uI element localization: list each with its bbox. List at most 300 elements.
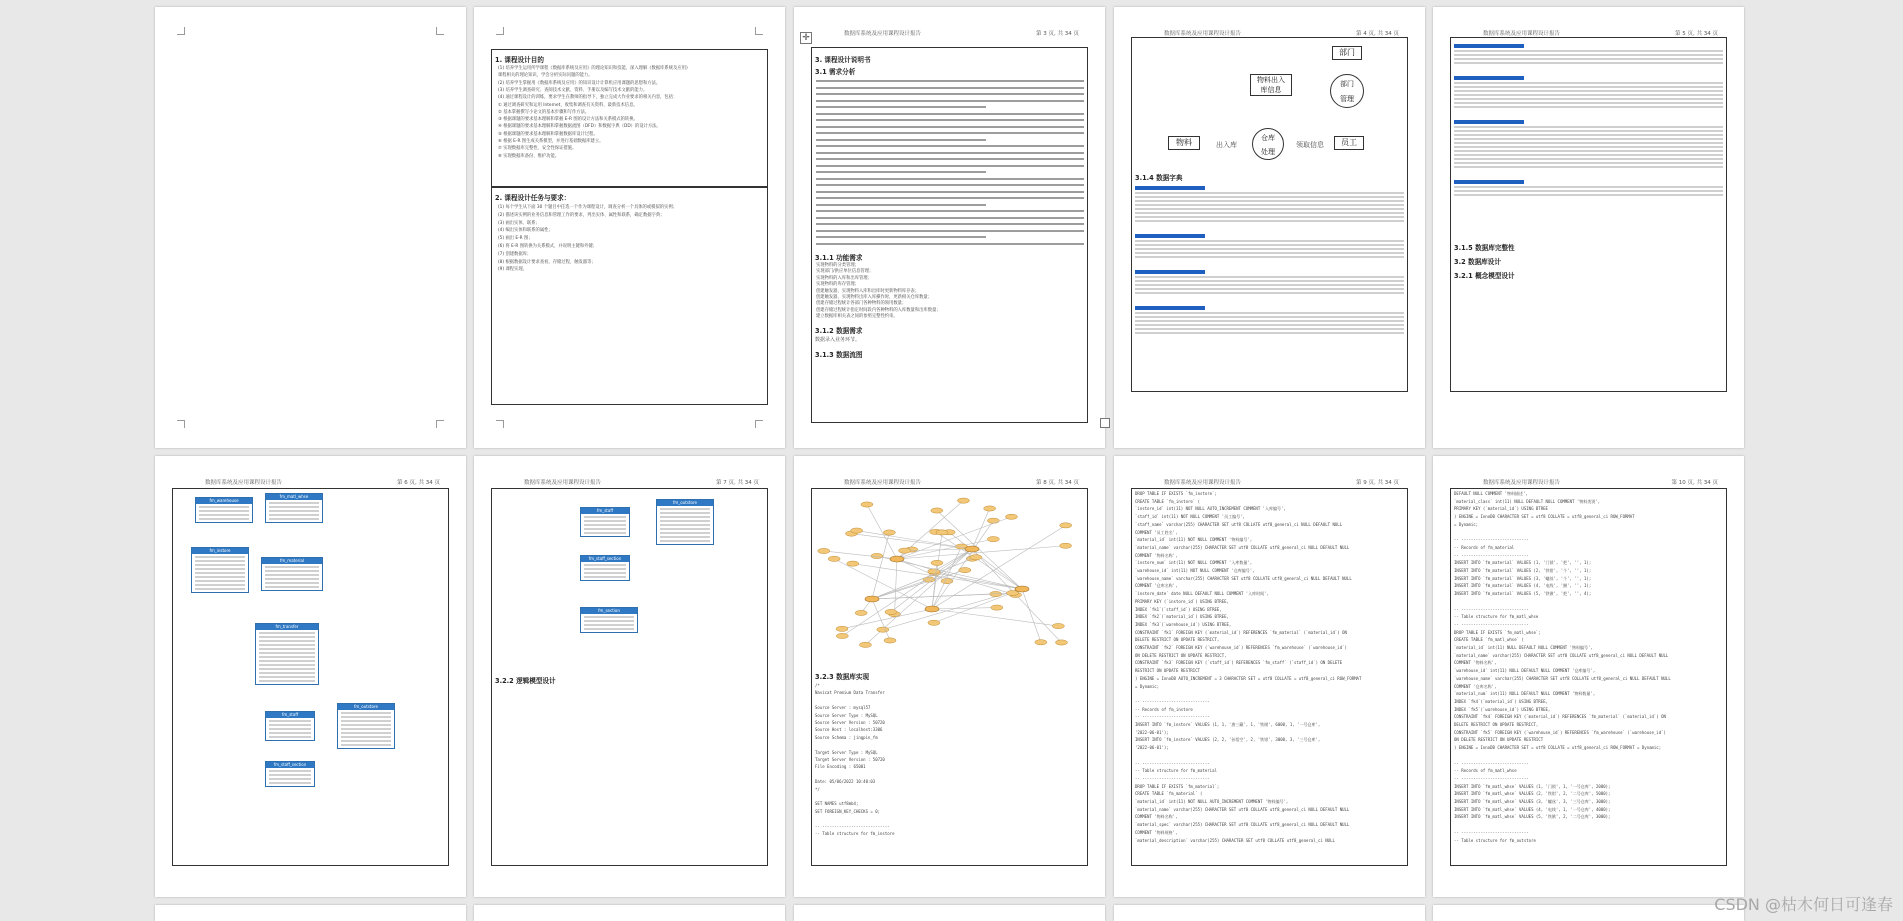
er-field [259, 632, 315, 634]
er-field [660, 536, 710, 538]
data-dict-table [1454, 76, 1723, 110]
graph-hub [865, 596, 879, 602]
text-line [816, 171, 986, 173]
text-line: `material_name` varchar(255) CHARACTER SET utf8 COLLATE utf8_general_ci NULL DEFAULT NULL [1135, 544, 1350, 550]
graph-node [883, 530, 895, 535]
text-line: CONSTRAINT `fk1` FOREIGN KEY (`material_id`) REFERENCES `fm_material` (`material_id`) ON [1135, 629, 1347, 635]
dfd-receive-label: 领取信息 [1296, 141, 1324, 149]
er-field [265, 578, 319, 580]
page-3[interactable] [794, 7, 1105, 448]
page-6[interactable] [155, 456, 466, 897]
text-line: */ [815, 786, 820, 792]
text-line: (3) 画出实体、联系； [498, 220, 540, 226]
text-line: COMMENT '物料名称', [1135, 814, 1178, 820]
text-line: (4) 编出实体和联系的属性； [498, 228, 553, 234]
key-row-highlight [1135, 234, 1205, 238]
text-line [816, 217, 1084, 219]
er-table-staff-section [580, 555, 630, 581]
er-field [584, 572, 626, 574]
key-row-highlight [1454, 44, 1524, 48]
text-line: (1) 每个学生从下面 30 个题目中任选一个作为课程设计，调查分析一个具体的或模拟的实例； [498, 205, 677, 210]
page-4[interactable] [1114, 7, 1425, 448]
text-line: -- Table structure for fm_material [1135, 768, 1217, 774]
content-frame [811, 47, 1088, 423]
table-resize-handle-icon[interactable] [1100, 418, 1110, 428]
text-line: (9) 课程实现。 [498, 267, 527, 273]
text-line: Source Server Type : MySQL [815, 712, 878, 718]
er-field [660, 532, 710, 534]
text-line: CREATE TABLE `fm_instore` ( [1135, 498, 1201, 504]
text-line: ) ENGINE = InnoDB CHARACTER SET = utf8 COLLATE = utf8_general_ci ROW_FORMAT [1454, 514, 1635, 520]
graph-node [1005, 514, 1017, 519]
text-line: 实现物料的入库和出库管理； [816, 275, 872, 281]
running-header: 数据库系统及应用课程设计报告 第 10 页, 共 34 页 [1483, 480, 1718, 486]
table-row [1135, 220, 1404, 222]
er-table-title: fm_warehouse [196, 498, 252, 504]
text-line: -- ---------------------------- [1135, 760, 1210, 766]
er-field [259, 664, 315, 666]
er-field [584, 616, 634, 618]
er-table-title: fm_staff [581, 508, 629, 514]
content-frame [1131, 37, 1408, 392]
key-row-highlight [1135, 270, 1205, 274]
data-dict-table [1135, 234, 1404, 260]
crop-mark [177, 27, 185, 35]
text-line: COMMENT '仓库名称', [1454, 683, 1497, 689]
graph-node [847, 561, 859, 566]
text-line: `warehouse_name` varchar(255) CHARACTER SET utf8 COLLATE utf8_general_ci NULL DEFAULT NULL [1135, 575, 1352, 581]
section2-title: 2. 课程设计任务与要求： [495, 194, 571, 202]
table-row [1135, 276, 1404, 278]
table-row [1454, 98, 1723, 100]
table-row [1135, 328, 1404, 330]
er-field [199, 510, 249, 512]
er-field [341, 736, 391, 738]
er-table-title: fm_section [581, 608, 637, 614]
er-frame [172, 488, 449, 866]
er-field [341, 744, 391, 746]
text-line: 创建触发器，实现物料出库入库操作时，更新相关仓库数量； [816, 295, 933, 300]
text-line: INDEX `fk1`(`staff_id`) USING BTREE, [1135, 606, 1222, 612]
graph-edge [872, 533, 889, 599]
table-row [1135, 292, 1404, 294]
text-line: Source Server Version : 50720 [815, 720, 885, 725]
text-line: ② 基本掌握撰写小论文的基本步骤和写作方法。 [498, 109, 590, 115]
er-field [660, 540, 710, 542]
er-table-title: fm_material [262, 558, 322, 564]
table-row [1135, 284, 1404, 286]
text-line: = Dynamic; [1454, 521, 1479, 527]
text-line: -- ---------------------------- [1135, 698, 1210, 704]
text-line: `material_id` int(11) NOT NULL COMMENT '物料编号', [1135, 537, 1253, 543]
content-frame [1450, 488, 1727, 866]
text-line: COMMENT '员工姓名', [1135, 529, 1178, 535]
er-table-matl-whse [265, 493, 323, 523]
er-table-transfer [255, 623, 319, 685]
text-line: Source Host : localhost:3306 [815, 727, 883, 733]
watermark: CSDN @枯木何日可逢春 [1714, 895, 1893, 914]
text-line: DROP TABLE IF EXISTS `fm_material`; [1135, 783, 1220, 789]
text-line: -- ---------------------------- [1454, 621, 1529, 627]
text-line [816, 145, 1084, 147]
er-field [660, 528, 710, 530]
er-field [584, 516, 626, 518]
section3-title: 3. 课程设计说明书 [815, 56, 871, 64]
page-number: 第 4 页, 共 34 页 [1356, 31, 1399, 37]
er-table-title: fm_instore [192, 548, 248, 554]
text-line: 创建触发器，实现物料入库和出库时更新物料库存表； [816, 288, 920, 294]
graph-node [877, 627, 889, 632]
er-field [259, 636, 315, 638]
er-table-outstore [656, 499, 714, 545]
table-row [1454, 106, 1723, 108]
running-header: 数据库系统及应用课程设计报告 第 5 页, 共 34 页 [1483, 31, 1718, 37]
table-row [1454, 194, 1723, 196]
er-table-staff [265, 711, 315, 741]
er-table-staff [580, 507, 630, 537]
er-field [269, 728, 311, 730]
er-table-title: fm_staff_section [581, 556, 629, 562]
running-header: 数据库系统及应用课程设计报告 第 3 页, 共 34 页 [844, 31, 1079, 37]
text-line [816, 152, 1084, 154]
graph-node [987, 518, 999, 523]
er-field [584, 576, 626, 578]
text-line: INSERT INTO `fm_matl_whse` VALUES (2, '铁钳', 2, '二号仓库', 5000); [1454, 791, 1611, 797]
table-row [1454, 134, 1723, 136]
text-line: RESTRICT ON UPDATE RESTRICT [1135, 668, 1201, 674]
table-row [1135, 248, 1404, 250]
graph-node [884, 638, 896, 643]
text-line: ① 通过调查研究和运用 Internet，收集和调查有关资料、最新技术信息。 [498, 102, 638, 108]
er-table-warehouse [195, 497, 253, 523]
text-line: 创建存储过程统计各部门各种物料的领用数量； [816, 301, 907, 307]
page-14[interactable] [1114, 905, 1425, 921]
text-line: INSERT INTO `fm_instore` VALUES (2, 2, '孙悟空', 2, '铁钳', 3000, 3, '三号仓库', [1135, 737, 1321, 743]
text-line: CONSTRAINT `fk4` FOREIGN KEY (`material_id`) REFERENCES `fm_material` (`material_id`) ON [1454, 714, 1666, 720]
er-field [265, 586, 319, 588]
er-field [660, 524, 710, 526]
er-field [341, 728, 391, 730]
er-table-outstore [337, 703, 395, 749]
table-row [1454, 154, 1723, 156]
text-line: (6) 将 E-R 图转换为关系模式，并说明主键和外键； [498, 244, 598, 249]
er-field [341, 712, 391, 714]
text-line: -- ---------------------------- [1454, 760, 1529, 766]
er-field [269, 506, 319, 508]
er-table-title: fm_matl_whse [266, 494, 322, 500]
text-line: `instore_id` int(11) NOT NULL AUTO_INCREMENT COMMENT '入库编号', [1135, 506, 1286, 512]
dfd-material: 物料 [1168, 136, 1200, 150]
page-13[interactable] [794, 905, 1105, 921]
text-line [816, 119, 1084, 121]
text-line: Source Server : mysql57 [815, 705, 871, 711]
text-line: Source Schema : jingpin_fm [815, 734, 878, 740]
table-row [1135, 316, 1404, 318]
text-line: COMMENT '物料规格', [1135, 829, 1178, 835]
table-row [1454, 54, 1723, 56]
table-row [1454, 62, 1723, 64]
text-line: /* [815, 683, 820, 688]
text-line: `staff_id` int(11) NOT NULL COMMENT '员工编号', [1135, 514, 1245, 520]
text-line: 实现部门/供应单位信息管理； [816, 269, 874, 275]
text-line [816, 132, 1084, 134]
table-row [1135, 280, 1404, 282]
text-line: CREATE TABLE `fm_matl_whse` ( [1454, 637, 1524, 643]
er-field [199, 506, 249, 508]
text-line: PRIMARY KEY (`material_id`) USING BTREE [1454, 506, 1548, 512]
text-line: DROP TABLE IF EXISTS `fm_matl_whse`; [1454, 629, 1541, 635]
crop-mark [436, 420, 444, 428]
er-frame [491, 488, 768, 866]
text-line: -- ---------------------------- [1135, 775, 1210, 781]
page-10[interactable] [1433, 456, 1744, 897]
er-field [660, 512, 710, 514]
content-frame [1450, 37, 1727, 392]
page-15[interactable] [1433, 905, 1744, 921]
text-line: INDEX `fk4`(`material_id`) USING BTREE, [1454, 698, 1548, 704]
table-row [1135, 332, 1404, 334]
text-line: INSERT INTO `fm_material` VALUES (4, '电线', '捆', '', 1); [1454, 583, 1592, 589]
er-field [584, 628, 634, 630]
er-field [195, 564, 245, 566]
table-row [1454, 90, 1723, 92]
er-field [195, 588, 245, 590]
key-row-highlight [1454, 120, 1524, 124]
text-line: INSERT INTO `fm_matl_whse` VALUES (5, '铁锹', 2, '二号仓库', 3000); [1454, 814, 1611, 820]
er-field [269, 732, 311, 734]
text-line: ⑤ 根据课题的要求基本理解和掌握数据库设计过程。 [498, 131, 598, 137]
text-line: ⑥ 根据 E-R 图生成关系模型，并进行基础数据库建立。 [498, 139, 604, 144]
graph-edge [834, 559, 932, 609]
page-11[interactable] [155, 905, 466, 921]
page-9[interactable] [1114, 456, 1425, 897]
data-req-title: 3.1.2 数据需求 [815, 327, 863, 335]
text-line: `warehouse_name` varchar(255) CHARACTER SET utf8 COLLATE utf8_general_ci NULL DEFAULT NULL [1454, 675, 1671, 681]
er-field [269, 510, 319, 512]
graph-hub [890, 556, 904, 562]
text-line: `material_id` int(11) NULL DEFAULT NULL COMMENT '物料编号', [1454, 645, 1593, 650]
page-12[interactable] [474, 905, 785, 921]
text-line [816, 223, 1084, 225]
table-row [1454, 186, 1723, 188]
er-field [341, 724, 391, 726]
text-line: (3) 培养学生调查研究、查阅技术文献、资料、手册以及编写技术文献的能力。 [498, 87, 648, 93]
text-line: `warehouse_id` int(11) NULL DEFAULT NULL COMMENT '仓库编号', [1454, 668, 1596, 674]
table-row [1135, 212, 1404, 214]
er-field [195, 568, 245, 570]
data-req-text: 数据录入业务环节。 [815, 337, 861, 343]
er-field [341, 716, 391, 718]
page-8[interactable] [794, 456, 1105, 897]
text-line: INDEX `fk2`(`material_id`) USING BTREE, [1135, 614, 1229, 620]
er-field [341, 740, 391, 742]
data-dict-table [1135, 270, 1404, 296]
text-line: CREATE TABLE `fm_material` ( [1135, 791, 1203, 797]
text-line [816, 158, 1084, 160]
text-line [816, 204, 986, 206]
key-row-highlight [1454, 180, 1524, 184]
er-field [269, 778, 311, 780]
text-line: ) ENGINE = InnoDB CHARACTER SET = utf8 COLLATE = utf8_general_ci ROW_FORMAT = Dynamic; [1454, 745, 1662, 751]
text-line: Date: 05/06/2022 10:40:03 [815, 779, 876, 785]
text-line: 课程相关的理论知识，学会分析实际问题的能力。 [498, 73, 593, 79]
er-field [195, 576, 245, 578]
graph-hub [1015, 586, 1029, 592]
text-line: (4) 通过课程设计的训练，要求学生在教师的指导下，独立完成大作业要求的相关内容，包括： [498, 95, 678, 101]
text-line: PRIMARY KEY (`instore_id`) USING BTREE, [1135, 598, 1229, 604]
er-field [195, 560, 245, 562]
er-field [259, 648, 315, 650]
text-line: -- Table structure for fm_outstore [1454, 837, 1536, 843]
page-2[interactable] [474, 7, 785, 448]
er-field [584, 528, 626, 530]
data-dict-title: 3.1.4 数据字典 [1135, 174, 1183, 182]
page-5[interactable] [1433, 7, 1744, 448]
integrity-title: 3.1.5 数据库完整性 [1454, 244, 1515, 252]
er-field [584, 532, 626, 534]
text-line [816, 80, 1084, 82]
text-line: `instore_date` date NULL DEFAULT NULL COMMENT '入库时间', [1135, 591, 1270, 597]
er-field [584, 564, 626, 566]
graph-node [859, 642, 871, 647]
concept-model-title: 3.2.1 概念模型设计 [1454, 272, 1515, 280]
running-header: 数据库系统及应用课程设计报告 第 8 页, 共 34 页 [844, 480, 1079, 486]
db-impl-title: 3.2.3 数据库实现 [815, 673, 870, 681]
er-table-section [580, 607, 638, 633]
text-line: (7) 创建数据库； [498, 251, 532, 257]
er-field [584, 524, 626, 526]
page-7[interactable] [474, 456, 785, 897]
table-row [1454, 58, 1723, 60]
running-header: 数据库系统及应用课程设计报告 第 7 页, 共 34 页 [524, 480, 759, 486]
key-row-highlight [1135, 306, 1205, 310]
text-line: `material_description` varchar(255) CHARACTER SET utf8 COLLATE utf8_general_ci NULL [1135, 837, 1335, 843]
key-row-highlight [1454, 76, 1524, 80]
text-line [816, 197, 1084, 199]
page-number: 第 10 页, 共 34 页 [1671, 480, 1718, 486]
graph-node [1060, 523, 1072, 528]
text-line: INSERT INTO `fm_material` VALUES (1, '门锁', '把', '', 1); [1454, 560, 1592, 566]
er-field [259, 644, 315, 646]
text-line: Navicat Premium Data Transfer [815, 690, 885, 696]
text-line: COMMENT '物料名称', [1135, 552, 1178, 558]
text-line: 实现物料的库存管理； [816, 282, 859, 288]
text-line: -- Table structure for fm_instore [815, 831, 895, 836]
data-dict-table [1454, 44, 1723, 66]
er-field [269, 514, 319, 516]
graph-node [1060, 543, 1072, 548]
er-field [259, 680, 315, 682]
text-line [816, 106, 986, 108]
graph-node [836, 626, 848, 631]
text-line: (1) 培养学生运用所学课程《数据库系统及应用》的理论知识和技能，深入理解《数据库系统及应用》 [498, 66, 691, 71]
er-field [259, 672, 315, 674]
text-line: DELETE RESTRICT ON UPDATE RESTRICT, [1135, 637, 1220, 643]
dfd-warehouse: 仓库 处理 [1252, 128, 1284, 160]
text-line: CONSTRAINT `fk2` FOREIGN KEY (`warehouse_id`) REFERENCES `fm_warehouse` (`warehouse_id`) [1135, 645, 1347, 650]
er-field [265, 582, 319, 584]
text-line: SET NAMES utf8mb4; [815, 801, 859, 807]
logic-model-title: 3.2.2 逻辑模型设计 [495, 677, 556, 685]
data-dict-table [1135, 306, 1404, 336]
page-number: 第 5 页, 共 34 页 [1675, 31, 1718, 37]
graph-hub [925, 606, 939, 612]
text-line: -- Records of fm_material [1454, 544, 1515, 550]
table-row [1135, 200, 1404, 202]
text-line [816, 210, 1084, 212]
text-line [816, 139, 986, 141]
graph-node [957, 498, 969, 503]
running-header: 数据库系统及应用课程设计报告 第 9 页, 共 34 页 [1164, 480, 1399, 486]
table-row [1454, 166, 1723, 168]
table-row [1454, 82, 1723, 84]
table-row [1135, 312, 1404, 314]
er-field [269, 724, 311, 726]
text-line: (2) 培养学生掌握用《数据库系统及应用》的知识设计计算机应用课题的思想和方法。 [498, 80, 661, 86]
graph-edge [872, 599, 890, 640]
text-line [816, 100, 1084, 102]
text-line [816, 191, 1084, 193]
text-line: CONSTRAINT `fk5` FOREIGN KEY (`warehouse_id`) REFERENCES `fm_warehouse` (`warehouse_id`) [1454, 729, 1666, 735]
text-line: DELETE RESTRICT ON UPDATE RESTRICT, [1454, 722, 1539, 727]
page-1[interactable] [155, 7, 466, 448]
graph-node [931, 508, 943, 513]
er-field [269, 518, 319, 520]
er-field [199, 514, 249, 516]
text-line: -- ---------------------------- [1454, 829, 1529, 835]
req-analysis-title: 3.1 需求分析 [815, 68, 856, 76]
graph-node [928, 620, 940, 625]
graph-node [851, 528, 863, 533]
er-table-title: fm_staff [266, 712, 314, 718]
er-field [259, 656, 315, 658]
graph-edge [932, 609, 1058, 626]
graph-node [861, 502, 873, 507]
text-line [816, 236, 986, 238]
text-line: INSERT INTO `fm_material` VALUES (3, '螺丝', '个', '', 1); [1454, 575, 1592, 581]
crop-mark [755, 420, 763, 428]
dfd-staff: 员工 [1334, 136, 1364, 150]
er-table-instore [191, 547, 249, 593]
er-field [660, 516, 710, 518]
table-row [1454, 146, 1723, 148]
text-line: -- ---------------------------- [1135, 714, 1210, 720]
data-dict-table [1454, 180, 1723, 198]
table-row [1454, 138, 1723, 140]
text-line: `material_spec` varchar(255) CHARACTER SET utf8 COLLATE utf8_general_ci NULL DEFAULT NULL [1135, 822, 1350, 828]
text-line: -- ---------------------------- [1454, 606, 1529, 612]
text-line: '2022-06-01'); [1135, 729, 1169, 735]
text-line: INSERT INTO `fm_matl_whse` VALUES (3, '螺丝', 3, '三号仓库', 3000); [1454, 799, 1611, 804]
table-row [1454, 126, 1723, 128]
text-line [816, 243, 1084, 245]
table-row [1454, 50, 1723, 52]
running-header: 数据库系统及应用课程设计报告 第 6 页, 共 34 页 [205, 480, 440, 486]
graph-node [855, 610, 867, 615]
er-field [265, 570, 319, 572]
er-field [660, 508, 710, 510]
table-move-handle-icon[interactable]: ✛ [800, 32, 812, 44]
dfd-dept: 部门 [1332, 46, 1362, 60]
table-row [1135, 252, 1404, 254]
er-field [195, 572, 245, 574]
text-line: CONSTRAINT `fk3` FOREIGN KEY (`staff_id`) REFERENCES `fm_staff` (`staff_id`) ON DELETE [1135, 660, 1343, 666]
text-line: '2022-06-01'); [1135, 745, 1169, 751]
text-line: (5) 画出 E-R 图； [498, 236, 533, 242]
table-row [1135, 320, 1404, 322]
page-number: 第 6 页, 共 34 页 [397, 480, 440, 486]
er-field [584, 568, 626, 570]
